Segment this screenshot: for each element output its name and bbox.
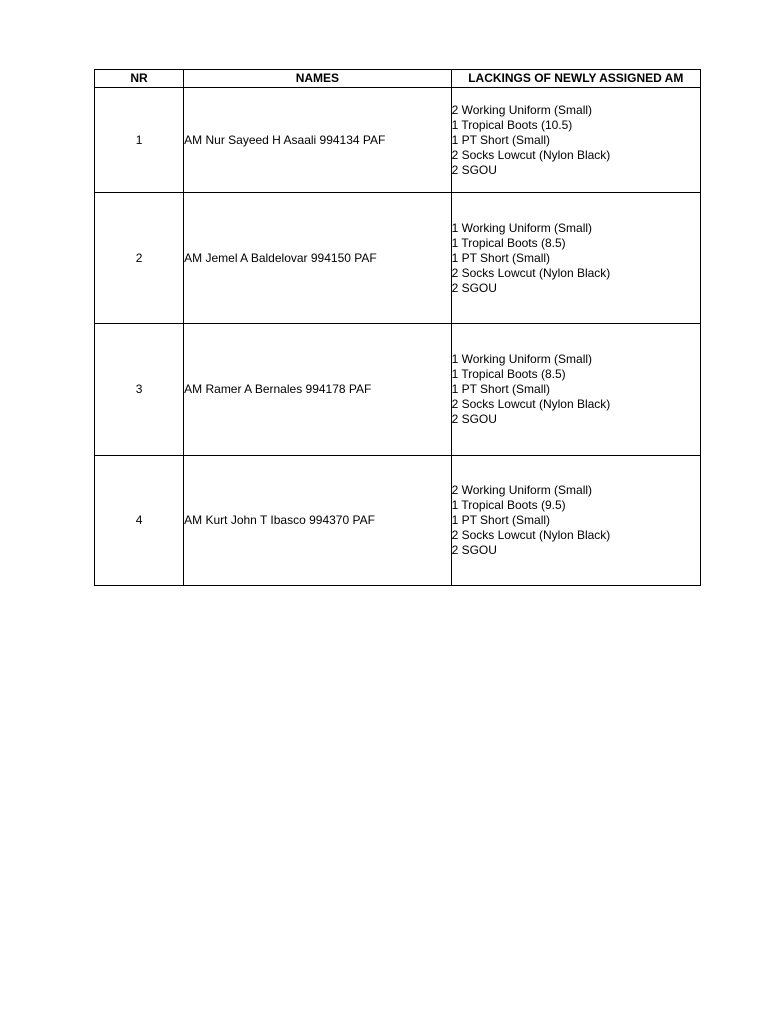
lackings-list (452, 352, 700, 427)
lacking-item: 1 Tropical Boots (9.5) (451, 498, 566, 512)
lacking-item: 1 Working Uniform (Small) (451, 352, 593, 366)
table-row (95, 193, 701, 324)
lacking-item: 2 Working Uniform (Small) (451, 102, 593, 117)
airman-name: AM Nur Sayeed H Asaali 994134 PAF (184, 88, 451, 193)
lacking-item: 2 Socks Lowcut (Nylon Black) (451, 265, 611, 280)
header-row (95, 70, 701, 88)
lacking-item: 2 Socks Lowcut (Nylon Black) (451, 397, 611, 411)
lacking-item: 1 Tropical Boots (8.5) (451, 367, 566, 381)
header-lackings: LACKINGS OF NEWLY ASSIGNED AM (451, 70, 700, 88)
table-header (95, 70, 701, 88)
lackings-cell (451, 88, 700, 193)
lacking-item: 2 SGOU (451, 543, 497, 557)
table-row (95, 88, 701, 193)
lackings-cell (451, 193, 700, 324)
row-number: 2 (95, 193, 184, 324)
lacking-item: 2 SGOU (451, 162, 497, 177)
lacking-item: 1 Tropical Boots (10.5) (451, 117, 573, 132)
lacking-item: 2 Socks Lowcut (Nylon Black) (451, 528, 611, 542)
lacking-item: 1 Working Uniform (Small) (451, 220, 593, 235)
lacking-item: 1 PT Short (Small) (451, 382, 551, 396)
row-number: 4 (95, 456, 184, 586)
airman-name: AM Ramer A Bernales 994178 PAF (184, 324, 451, 456)
lackings-list (452, 221, 700, 296)
lackings-list (452, 103, 700, 178)
header-nr: NR (95, 70, 184, 88)
lackings-list (452, 483, 700, 558)
row-number: 1 (95, 88, 184, 193)
lacking-item: 1 PT Short (Small) (451, 250, 551, 265)
table-row (95, 456, 701, 586)
lackings-table (94, 69, 701, 586)
lacking-item: 1 Tropical Boots (8.5) (451, 235, 566, 250)
lacking-item: 2 Socks Lowcut (Nylon Black) (451, 147, 611, 162)
table-row (95, 324, 701, 456)
lackings-cell (451, 456, 700, 586)
airman-name: AM Jemel A Baldelovar 994150 PAF (184, 193, 451, 324)
lacking-item: 1 PT Short (Small) (451, 513, 551, 527)
lacking-item: 2 SGOU (451, 280, 497, 295)
lacking-item: 1 PT Short (Small) (451, 132, 551, 147)
lacking-item: 2 SGOU (451, 412, 497, 426)
lacking-item: 2 Working Uniform (Small) (451, 483, 593, 497)
row-number: 3 (95, 324, 184, 456)
airman-name: AM Kurt John T Ibasco 994370 PAF (184, 456, 451, 586)
header-names: NAMES (184, 70, 451, 88)
lackings-cell (451, 324, 700, 456)
table-body (95, 88, 701, 586)
